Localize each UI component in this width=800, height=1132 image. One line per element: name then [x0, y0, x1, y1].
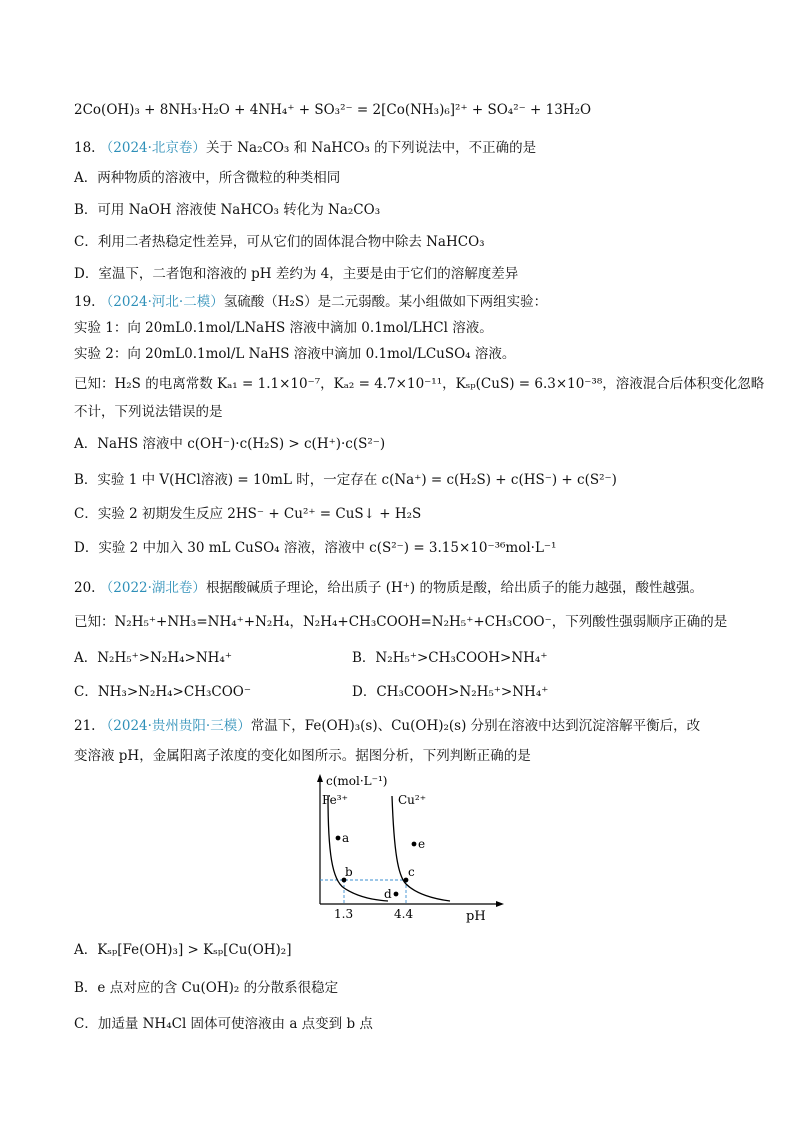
- option-c: C．NH₃>N₂H₄>CH₃COO⁻: [74, 684, 251, 700]
- question-text: 氢硫酸（H₂S）是二元弱酸。某小组做如下两组实验：: [223, 294, 548, 310]
- option-b: B．可用 NaOH 溶液使 NaHCO₃ 转化为 Na₂CO₃: [74, 202, 381, 218]
- option-b: B．N₂H₅⁺>CH₃COOH>NH₄⁺: [352, 650, 548, 666]
- experiment-2: 实验 2：向 20mL0.1mol/L NaHS 溶液中滴加 0.1mol/LCuSO₄ 溶液。: [74, 346, 516, 362]
- y-axis-arrow: [317, 774, 323, 782]
- point-c-label: c: [408, 865, 415, 879]
- experiment-1: 实验 1：向 20mL0.1mol/LNaHS 溶液中滴加 0.1mol/LHCl 溶液。: [74, 320, 493, 336]
- option-c: C．加适量 NH₄Cl 固体可使溶液由 a 点变到 b 点: [74, 1016, 373, 1032]
- option-c: C．实验 2 初期发生反应 2HS⁻ + Cu²⁺ = CuS↓ + H₂S: [74, 506, 422, 522]
- question-20-stem: [74, 578, 703, 598]
- point-d: [394, 892, 399, 897]
- question-source: （2022·湖北卷）: [99, 580, 206, 596]
- option-b: B．e 点对应的含 Cu(OH)₂ 的分散系很稳定: [74, 980, 339, 996]
- question-19-stem: [74, 292, 547, 312]
- question-source: （2024·北京卷）: [99, 140, 206, 156]
- question-text: 关于 Na₂CO₃ 和 NaHCO₃ 的下列说法中，不正确的是: [205, 140, 537, 156]
- question-source: （2024·河北·二模）: [99, 294, 224, 310]
- option-a: A．NaHS 溶液中 c(OH⁻)·c(H₂S) > c(H⁺)·c(S²⁻): [74, 436, 386, 452]
- point-e: [412, 842, 417, 847]
- point-a-label: a: [342, 831, 350, 845]
- solubility-figure: [298, 772, 518, 924]
- known-conditions: 已知：N₂H₅⁺+NH₃=NH₄⁺+N₂H₄，N₂H₄+CH₃COOH=N₂H₅⁺+CH₃COO⁻，下列酸性强弱顺序正确的是: [74, 614, 728, 630]
- fe-curve: [328, 796, 388, 901]
- option-d: D．CH₃COOH>N₂H₅⁺>NH₄⁺: [352, 684, 549, 700]
- question-number: 20.: [74, 580, 96, 596]
- x-axis-arrow: [496, 901, 504, 907]
- equation-line: 2Co(OH)₃ + 8NH₃·H₂O + 4NH₄⁺ + SO₃²⁻ = 2[Co(NH₃)₆]²⁺ + SO₄²⁻ + 13H₂O: [74, 102, 592, 118]
- question-18-stem: [74, 138, 536, 158]
- question-number: 18.: [74, 140, 96, 156]
- question-number: 19.: [74, 294, 96, 310]
- question-21-stem: [74, 716, 700, 736]
- option-a: A．Kₛₚ[Fe(OH)₃] > Kₛₚ[Cu(OH)₂]: [74, 942, 292, 958]
- option-c: C．利用二者热稳定性差异，可从它们的固体混合物中除去 NaHCO₃: [74, 234, 485, 250]
- question-21-stem-cont: 变溶液 pH，金属阳离子浓度的变化如图所示。据图分析，下列判断正确的是: [74, 748, 531, 764]
- point-d-label: d: [384, 887, 392, 901]
- question-text: 常温下，Fe(OH)₃(s)、Cu(OH)₂(s) 分别在溶液中达到沉淀溶解平衡后，改: [250, 718, 701, 734]
- x-axis-label: pH: [466, 909, 486, 924]
- point-a: [336, 836, 341, 841]
- known-conditions: 已知：H₂S 的电离常数 Kₐ₁ = 1.1×10⁻⁷，Kₐ₂ = 4.7×10⁻¹¹，Kₛₚ(CuS) = 6.3×10⁻³⁸，溶液混合后体积变化忽略: [74, 376, 765, 392]
- question-text: 根据酸碱质子理论，给出质子 (H⁺) 的物质是酸，给出质子的能力越强，酸性越强。: [205, 580, 703, 596]
- point-e-label: e: [418, 837, 426, 851]
- option-b: B．实验 1 中 V(HCl溶液) = 10mL 时，一定存在 c(Na⁺) = c(H₂S) + c(HS⁻) + c(S²⁻): [74, 472, 617, 488]
- option-a: A．两种物质的溶液中，所含微粒的种类相同: [74, 170, 341, 186]
- point-b-label: b: [345, 865, 353, 879]
- x-tick-1: 1.3: [334, 907, 354, 921]
- option-d: D．室温下，二者饱和溶液的 pH 差约为 4，主要是由于它们的溶解度差异: [74, 266, 519, 282]
- cu-curve-label: Cu²⁺: [398, 793, 427, 807]
- y-axis-label: c(mol·L⁻¹): [326, 774, 388, 788]
- question-number: 21.: [74, 718, 96, 734]
- fe-curve-label: Fe³⁺: [322, 793, 348, 807]
- known-conditions-cont: 不计，下列说法错误的是: [74, 404, 223, 420]
- option-d: D．实验 2 中加入 30 mL CuSO₄ 溶液，溶液中 c(S²⁻) = 3.15×10⁻³⁶mol·L⁻¹: [74, 540, 557, 556]
- option-a: A．N₂H₅⁺>N₂H₄>NH₄⁺: [74, 650, 232, 666]
- question-source: （2024·贵州贵阳·三模）: [99, 718, 251, 734]
- x-tick-2: 4.4: [394, 907, 414, 921]
